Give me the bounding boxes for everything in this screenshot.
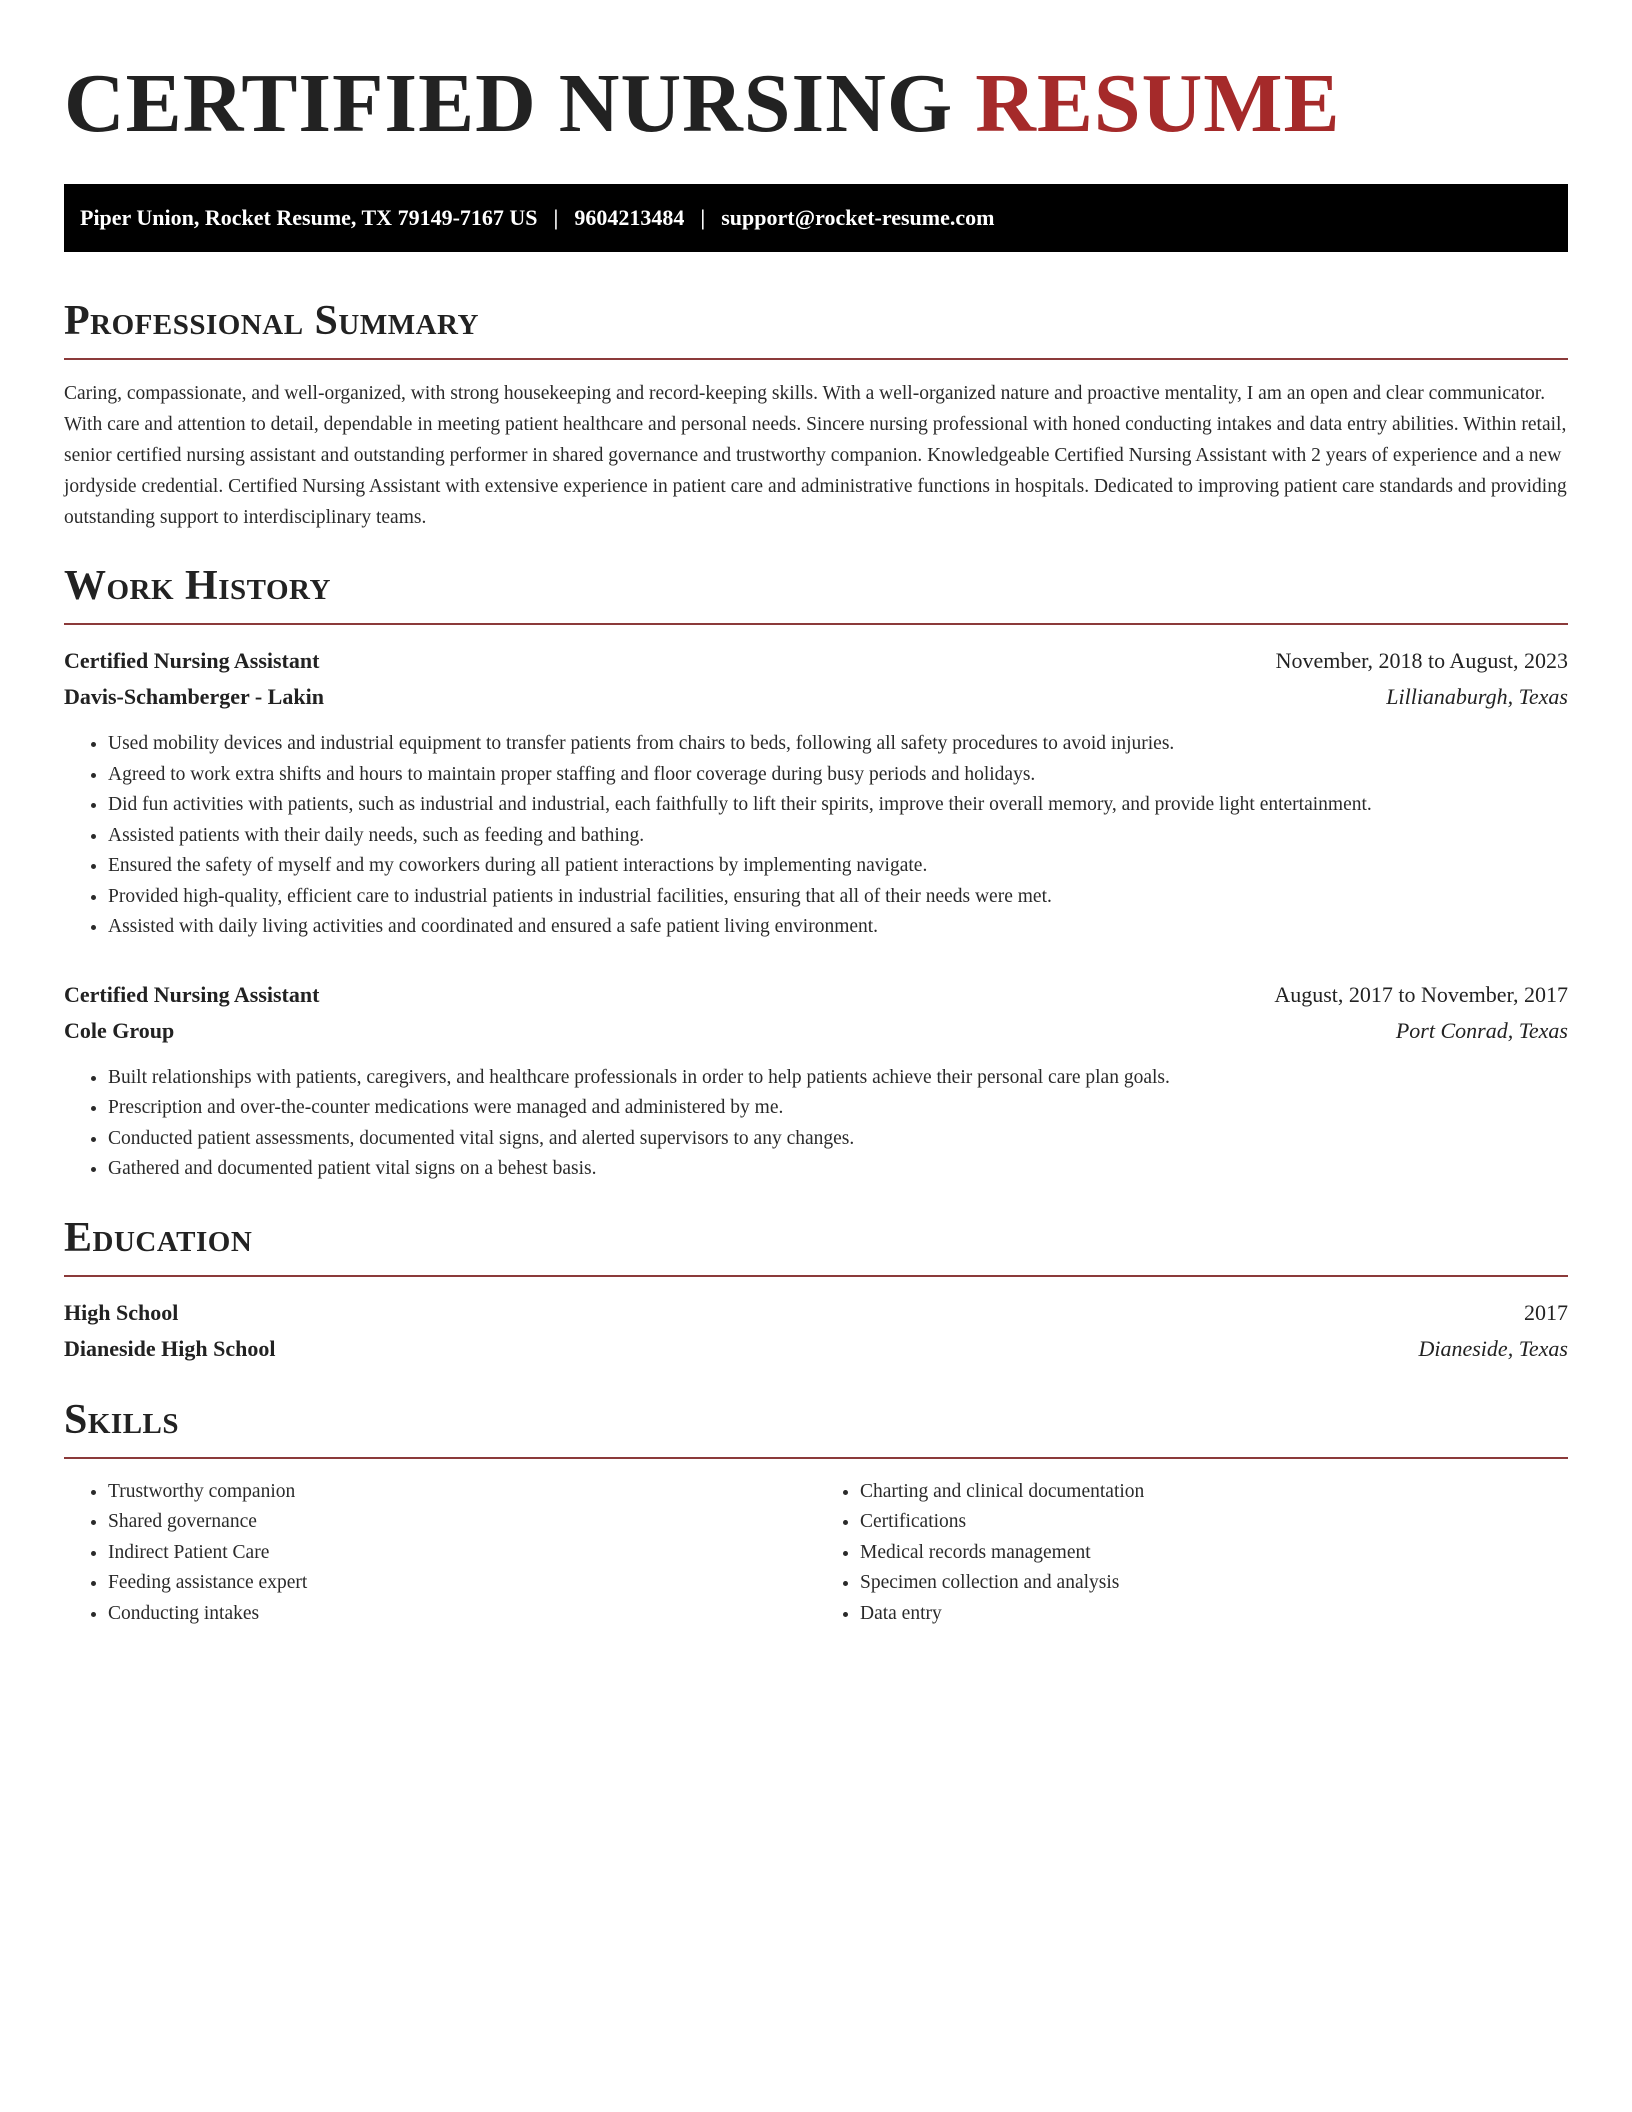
contact-separator: | [553, 205, 559, 230]
contact-email: support@rocket-resume.com [721, 205, 995, 230]
skills-section [64, 1395, 1568, 1630]
education-heading: Education [64, 1213, 1568, 1277]
job-bullet: • Did fun activities with patients, such as industrial and industrial, each faithfully to lift their spirits, improve their overall memory, and provide light entertainment. [108, 790, 1568, 821]
job-bullet: • Assisted patients with their daily needs, such as feeding and bathing. [108, 821, 1568, 852]
job-bullet: • Gathered and documented patient vital signs on a behest basis. [108, 1154, 1568, 1185]
skill-item: • Trustworthy companion [108, 1477, 816, 1508]
job-title: Certified Nursing Assistant [64, 981, 320, 1007]
job-entry [64, 643, 1568, 943]
title-main: CERTIFIED NURSING [64, 57, 954, 150]
job-location: Port Conrad, Texas [1395, 1017, 1568, 1043]
summary-heading: Professional Summary [64, 296, 1568, 360]
education-entry [64, 1295, 1568, 1367]
job-bullet: • Provided high-quality, efficient care to industrial patients in industrial facilities, ensuring that all of their needs were met. [108, 882, 1568, 913]
job-bullets [64, 1063, 1568, 1185]
job-bullet: • Used mobility devices and industrial equipment to transfer patients from chairs to beds, following all safety procedures to avoid injuries. [108, 729, 1568, 760]
job-company-row [64, 679, 1568, 715]
skill-item: • Indirect Patient Care [108, 1538, 816, 1569]
job-bullet: • Assisted with daily living activities and coordinated and ensured a safe patient living environment. [108, 912, 1568, 943]
work-history-section [64, 561, 1568, 1185]
skill-item: • Charting and clinical documentation [860, 1477, 1568, 1508]
resume-title [64, 56, 1568, 152]
skills-heading: Skills [64, 1395, 1568, 1459]
job-bullet: • Ensured the safety of myself and my coworkers during all patient interactions by implementing navigate. [108, 851, 1568, 882]
job-bullet: • Conducted patient assessments, documented vital signs, and alerted supervisors to any changes. [108, 1124, 1568, 1155]
skill-item: • Data entry [860, 1599, 1568, 1630]
summary-text: Caring, compassionate, and well-organized, with strong housekeeping and record-keeping skills. With a well-organized nature and proactive mentality, I am an open and clear communicator. With care and attention to detail, dependable in meeting patient healthcare and personal needs. Sincere nursing professional with honed conducting intakes and data entry abilities. Within retail, senior certified nursing assistant and outstanding performer in shared governance and trustworthy companion. Knowledgeable Certified Nursing Assistant with 2 years of experience and a new jordyside credential. Certified Nursing Assistant with extensive experience in patient care and administrative functions in hospitals. Dedicated to improving patient care standards and providing outstanding support to interdisciplinary teams. [64, 383, 1567, 528]
job-title: Certified Nursing Assistant [64, 648, 320, 673]
education-year: 2017 [1524, 1299, 1568, 1325]
skill-item: • Certifications [860, 1507, 1568, 1538]
title-accent: RESUME [975, 57, 1341, 150]
job-header-row [64, 977, 1568, 1013]
contact-address: Piper Union, Rocket Resume, TX 79149-7167 US [80, 205, 538, 230]
skills-list-left [64, 1477, 816, 1630]
skill-item: • Conducting intakes [108, 1599, 816, 1630]
contact-bar [64, 184, 1568, 252]
skills-list-right [816, 1477, 1568, 1630]
job-entry [64, 977, 1568, 1185]
education-location: Dianeside, Texas [1418, 1335, 1568, 1361]
job-dates: November, 2018 to August, 2023 [1275, 648, 1568, 673]
job-company: Davis-Schamberger - Lakin [64, 684, 324, 709]
contact-phone: 9604213484 [574, 205, 685, 230]
job-bullet: • Prescription and over-the-counter medications were managed and administered by me. [108, 1093, 1568, 1124]
education-section [64, 1213, 1568, 1367]
education-school-row [64, 1331, 1568, 1367]
job-bullet: • Built relationships with patients, caregivers, and healthcare professionals in order to help patients achieve their personal care plan goals. [108, 1063, 1568, 1094]
work-history-heading: Work History [64, 561, 1568, 625]
education-degree-row [64, 1295, 1568, 1331]
contact-separator: | [700, 205, 706, 230]
skill-item: • Specimen collection and analysis [860, 1568, 1568, 1599]
job-location: Lillianaburgh, Texas [1386, 684, 1568, 709]
job-bullet: • Agreed to work extra shifts and hours to maintain proper staffing and floor coverage during busy periods and holidays. [108, 760, 1568, 791]
skill-item: • Shared governance [108, 1507, 816, 1538]
skill-item: • Feeding assistance expert [108, 1568, 816, 1599]
job-company: Cole Group [64, 1017, 175, 1043]
skills-grid [64, 1477, 1568, 1630]
job-bullets [64, 729, 1568, 943]
education-degree: High School [64, 1299, 179, 1325]
skill-item: • Medical records management [860, 1538, 1568, 1569]
job-dates: August, 2017 to November, 2017 [1274, 981, 1568, 1007]
job-company-row [64, 1013, 1568, 1049]
education-school: Dianeside High School [64, 1335, 276, 1361]
job-header-row [64, 643, 1568, 679]
summary-section [64, 296, 1568, 533]
